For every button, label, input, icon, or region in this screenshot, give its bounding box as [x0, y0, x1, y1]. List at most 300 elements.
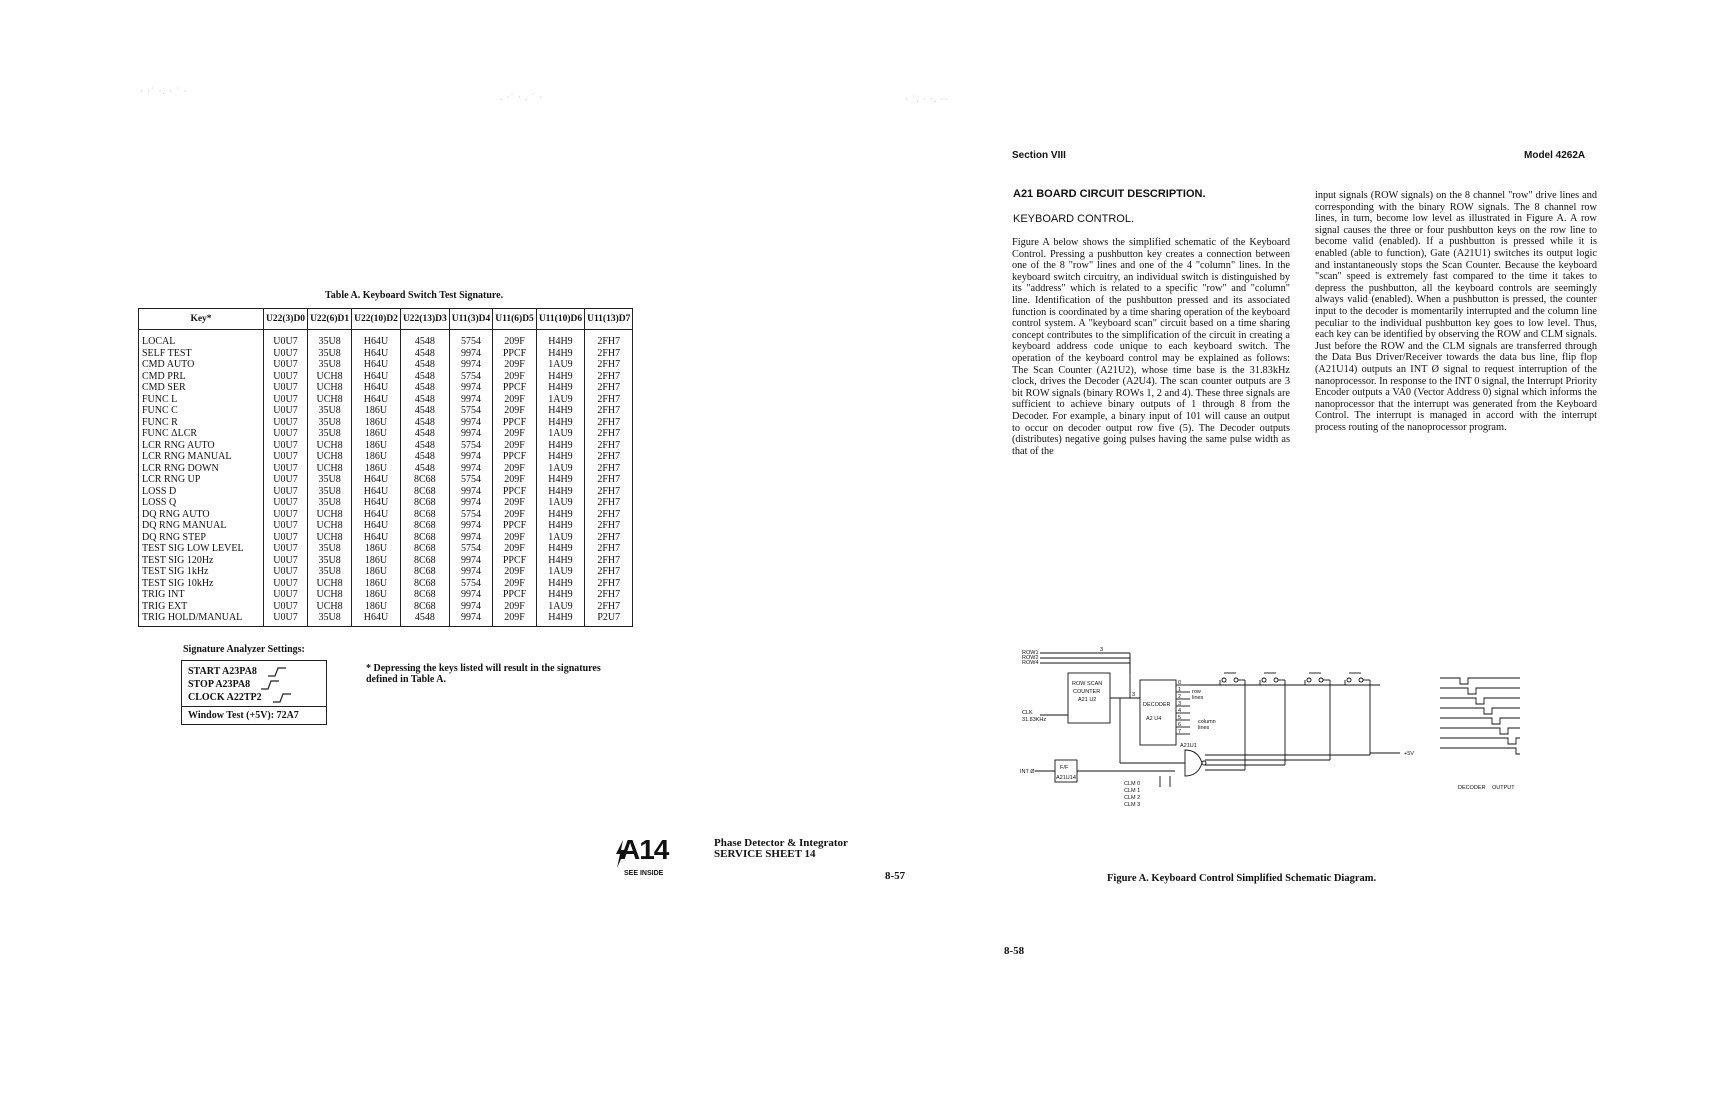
signature-cell: 186U [352, 463, 401, 475]
signature-cell: 2FH7 [585, 440, 633, 452]
table-row [139, 497, 633, 509]
signature-cell: 209F [493, 394, 537, 406]
signature-cell: 35U8 [308, 543, 352, 555]
signature-cell: 186U [352, 589, 401, 601]
decoder-out-5: 5 [1178, 715, 1182, 721]
board-title: A21 BOARD CIRCUIT DESCRIPTION. [1013, 188, 1206, 200]
schematic-bus-label: 3 [1100, 647, 1104, 653]
signature-cell: H4H9 [536, 543, 584, 555]
key-name-cell: TEST SIG LOW LEVEL [139, 543, 264, 555]
signature-cell: 4548 [400, 394, 449, 406]
signature-cell: 186U [352, 440, 401, 452]
signature-cell: 186U [352, 578, 401, 590]
key-name-cell: FUNC C [139, 405, 264, 417]
signature-cell: 209F [493, 330, 537, 348]
signature-cell: 8C68 [400, 566, 449, 578]
key-name-cell: TRIG EXT [139, 601, 264, 613]
signature-cell: 8C68 [400, 601, 449, 613]
signature-cell: 2FH7 [585, 520, 633, 532]
signature-cell: U0U7 [264, 405, 308, 417]
signature-cell: UCH8 [308, 382, 352, 394]
signature-cell: U0U7 [264, 440, 308, 452]
signature-cell: 5754 [449, 440, 493, 452]
schematic-5v-label: +5V [1404, 751, 1414, 757]
signature-cell: 2FH7 [585, 330, 633, 348]
schematic-scan-label-3: A21 U2 [1078, 697, 1097, 703]
signature-cell: UCH8 [308, 601, 352, 613]
signature-cell: 2FH7 [585, 348, 633, 360]
signature-cell: 35U8 [308, 417, 352, 429]
schematic-row4-label: ROW4 [1022, 660, 1039, 666]
key-name-cell: FUNC R [139, 417, 264, 429]
service-sheet-logo: A14 [620, 834, 669, 865]
key-name-cell: TEST SIG 120Hz [139, 555, 264, 567]
body-text-column-1: Figure A below shows the simplified schematic of the Keyboard Control. Pressing a pushbutton key creates a connection between one of the 8 "row" lines and one of the 4 "column" lines. In the keyboard switch circuitry, an individual switch is distinguished by its "address" which is related to a specific "row" and "column" line. Identification of the pushbutton pressed and its associated function is coordinated by a time sharing operation of the keyboard control system. A "keyboard scan" circuit based on a time sharing concept contributes to the simplification of the circuit in creating a keyboard address code unique to each keyboard switch. The operation of the keyboard control may be explained as follows: The Scan Counter (A21U2), whose time base is the 31.83kHz clock, drives the Decoder (A2U4). The scan counter outputs are 3 bit ROW signals (binary ROWs 1, 2 and 4). These three signals are sufficient to achieve binary outputs of 1 through 8 from the Decoder. For example, a binary input of 101 will cause an output to occur on decoder output row five (5). The Decoder outputs (distributes) negative going pulses having the same pulse width as that of the [1012, 237, 1290, 457]
key-name-cell: LCR RNG AUTO [139, 440, 264, 452]
signature-cell: 186U [352, 417, 401, 429]
signature-cell: 4548 [400, 463, 449, 475]
signature-cell: H4H9 [536, 330, 584, 348]
signature-cell: 209F [493, 405, 537, 417]
decoder-out-4: 4 [1178, 708, 1182, 714]
rising-edge-icon [267, 667, 287, 677]
scan-mark: · ˙. · ·. ·· [905, 94, 949, 104]
key-name-cell: LCR RNG MANUAL [139, 451, 264, 463]
signature-cell: U0U7 [264, 589, 308, 601]
signature-cell: 1AU9 [536, 566, 584, 578]
table-row [139, 348, 633, 360]
key-name-cell: FUNC L [139, 394, 264, 406]
signature-cell: PPCF [493, 451, 537, 463]
signature-cell: 4548 [400, 330, 449, 348]
signature-cell: H4H9 [536, 417, 584, 429]
header-signal-column: U11(13)D7 [585, 309, 633, 330]
signature-cell: 35U8 [308, 474, 352, 486]
signature-cell: U0U7 [264, 612, 308, 626]
signature-cell: 186U [352, 451, 401, 463]
see-inside-label: SEE INSIDE [624, 870, 664, 877]
header-signal-column: U22(6)D1 [308, 309, 352, 330]
schematic-scan-label-1: ROW SCAN [1072, 681, 1103, 687]
table-row [139, 578, 633, 590]
signature-cell: 209F [493, 474, 537, 486]
key-name-cell: TRIG INT [139, 589, 264, 601]
signature-cell: 9974 [449, 359, 493, 371]
decoder-out-1: 1 [1178, 687, 1182, 693]
signature-cell: 35U8 [308, 486, 352, 498]
signature-cell: U0U7 [264, 348, 308, 360]
key-name-cell: CMD PRL [139, 371, 264, 383]
decoder-out-2: 2 [1178, 694, 1182, 700]
signature-cell: U0U7 [264, 532, 308, 544]
signature-cell: 8C68 [400, 486, 449, 498]
decoder-out-7: 7 [1178, 729, 1182, 735]
signature-cell: UCH8 [308, 509, 352, 521]
signature-cell: 35U8 [308, 612, 352, 626]
table-row [139, 405, 633, 417]
signature-cell: 9974 [449, 497, 493, 509]
signature-cell: 9974 [449, 463, 493, 475]
schematic-ff-label: F/F [1060, 765, 1069, 771]
signature-cell: 2FH7 [585, 428, 633, 440]
signature-cell: 9974 [449, 382, 493, 394]
settings-start [182, 665, 326, 678]
schematic-clk-label: CLK [1022, 710, 1033, 716]
signature-cell: 209F [493, 543, 537, 555]
schematic-scan-label-2: COUNTER [1073, 689, 1101, 695]
table-row [139, 486, 633, 498]
header-signal-column: U11(10)D6 [536, 309, 584, 330]
header-signal-column: U11(3)D4 [449, 309, 493, 330]
signature-cell: H4H9 [536, 486, 584, 498]
schematic-row-lines-2: lines [1192, 695, 1204, 701]
settings-window-test: Window Test (+5V): 72A7 [182, 706, 326, 724]
signature-cell: 4548 [400, 451, 449, 463]
signature-cell: 4548 [400, 428, 449, 440]
signature-cell: 1AU9 [536, 428, 584, 440]
table-row [139, 520, 633, 532]
signature-cell: H4H9 [536, 578, 584, 590]
signature-cell: 4548 [400, 612, 449, 626]
signature-cell: UCH8 [308, 463, 352, 475]
signature-cell: U0U7 [264, 417, 308, 429]
key-name-cell: TEST SIG 1kHz [139, 566, 264, 578]
signature-cell: U0U7 [264, 474, 308, 486]
signature-cell: 2FH7 [585, 601, 633, 613]
signature-cell: 2FH7 [585, 532, 633, 544]
table-row [139, 371, 633, 383]
settings-stop-label: STOP A23PA8 [188, 679, 251, 690]
signature-cell: H4H9 [536, 440, 584, 452]
schematic-clk-freq: 31.83KHz [1022, 717, 1047, 723]
signature-cell: H64U [352, 486, 401, 498]
signature-cell: 2FH7 [585, 578, 633, 590]
signature-cell: H64U [352, 382, 401, 394]
table-caption: Table A. Keyboard Switch Test Signature. [325, 290, 504, 301]
signature-cell: 1AU9 [536, 394, 584, 406]
key-name-cell: DQ RNG AUTO [139, 509, 264, 521]
signature-cell: 2FH7 [585, 566, 633, 578]
signature-cell: 9974 [449, 612, 493, 626]
settings-box [181, 660, 327, 725]
table-row [139, 330, 633, 348]
settings-title: Signature Analyzer Settings: [183, 644, 305, 655]
signature-cell: 35U8 [308, 566, 352, 578]
signature-cell: U0U7 [264, 330, 308, 348]
signature-cell: 9974 [449, 417, 493, 429]
signature-cell: 2FH7 [585, 371, 633, 383]
signature-cell: 4548 [400, 359, 449, 371]
signature-cell: 4548 [400, 371, 449, 383]
signature-cell: H64U [352, 520, 401, 532]
schematic-clm3: CLM 3 [1124, 802, 1141, 808]
signature-cell: 35U8 [308, 497, 352, 509]
signature-cell: 35U8 [308, 359, 352, 371]
settings-stop [182, 678, 326, 691]
signature-cell: U0U7 [264, 543, 308, 555]
signature-cell: PPCF [493, 486, 537, 498]
decoder-out-6: 6 [1178, 722, 1182, 728]
settings-clock [182, 691, 326, 704]
signature-cell: 9974 [449, 520, 493, 532]
body-text-column-2: input signals (ROW signals) on the 8 channel "row" drive lines and corresponding with the binary ROW signals. The 8 channel row lines, in turn, become low level as illustrated in Figure A. A row signal causes the three or four pushbutton keys on the row line to become valid (enabled). If a pushbutton is pressed while it is enabled (able to function), Gate (A21U1) switches its output logic and instantaneously stops the Scan Counter. Because the keyboard "scan" speed is extremely fast compared to the time it takes to depress the pushbutton, all the keyboard controls are seemingly always valid (enabled). When a pushbutton is pressed, the counter input to the decoder is momentarily interrupted and the column line peculiar to the individual pushbutton key goes to low level. Thus, each key can be identified by observing the ROW and CLM signals. Just before the ROW and the CLM signals are transferred through the Data Bus Driver/Receiver towards the data bus line, flip flop (A21U14) outputs an INT Ø signal to request interruption of the nanoprocessor. In response to the INT 0 signal, the Interrupt Priority Encoder outputs a VA0 (Vector Address 0) signal which informs the nanoprocessor that the interrupt was generated from the Keyboard Control. The interrupt is managed in accord with the interrupt process routing of the nanoprocessor program. [1315, 190, 1597, 433]
table-row [139, 601, 633, 613]
signature-cell: 35U8 [308, 330, 352, 348]
signature-cell: 209F [493, 428, 537, 440]
signature-cell: U0U7 [264, 555, 308, 567]
schematic-clm1: CLM 1 [1124, 788, 1141, 794]
signature-cell: 1AU9 [536, 463, 584, 475]
signature-cell: U0U7 [264, 578, 308, 590]
signature-cell: H64U [352, 330, 401, 348]
signature-cell: 209F [493, 532, 537, 544]
key-name-cell: LOSS Q [139, 497, 264, 509]
waveform-decoder-label: DECODER [1458, 785, 1486, 791]
signature-cell: 5754 [449, 578, 493, 590]
rising-edge-icon [272, 693, 292, 703]
signature-cell: 2FH7 [585, 589, 633, 601]
table-row [139, 589, 633, 601]
scan-mark: . ·˙ · . ˙ · [500, 92, 543, 102]
table-row [139, 566, 633, 578]
table-row [139, 532, 633, 544]
header-key: Key* [139, 309, 264, 330]
signature-cell: 8C68 [400, 532, 449, 544]
schematic-decoder-part: A2 U4 [1146, 716, 1162, 722]
signature-cell: 186U [352, 566, 401, 578]
signature-cell: 209F [493, 509, 537, 521]
table-footnote: * Depressing the keys listed will result in the signatures defined in Table A. [366, 663, 601, 685]
key-name-cell: DQ RNG MANUAL [139, 520, 264, 532]
signature-cell: 186U [352, 428, 401, 440]
signature-cell: 2FH7 [585, 463, 633, 475]
signature-cell: 2FH7 [585, 451, 633, 463]
signature-cell: H64U [352, 532, 401, 544]
model-label: Model 4262A [1524, 150, 1586, 161]
signature-cell: 186U [352, 543, 401, 555]
signature-cell: P2U7 [585, 612, 633, 626]
signature-cell: 8C68 [400, 555, 449, 567]
signature-cell: 186U [352, 555, 401, 567]
page-number-left: 8-57 [885, 870, 906, 882]
signature-table [138, 308, 633, 627]
table-row [139, 463, 633, 475]
signature-cell: PPCF [493, 382, 537, 394]
key-name-cell: LOCAL [139, 330, 264, 348]
signature-cell: U0U7 [264, 601, 308, 613]
signature-cell: H4H9 [536, 382, 584, 394]
signature-cell: 9974 [449, 589, 493, 601]
signature-cell: 186U [352, 601, 401, 613]
key-name-cell: LOSS D [139, 486, 264, 498]
schematic-clm0: CLM 0 [1124, 781, 1141, 787]
signature-cell: 4548 [400, 405, 449, 417]
signature-cell: PPCF [493, 589, 537, 601]
signature-cell: UCH8 [308, 394, 352, 406]
signature-cell: H4H9 [536, 612, 584, 626]
header-signal-column: U22(13)D3 [400, 309, 449, 330]
signature-cell: H4H9 [536, 509, 584, 521]
signature-cell: H4H9 [536, 474, 584, 486]
signature-cell: 2FH7 [585, 486, 633, 498]
signature-cell: H64U [352, 359, 401, 371]
schematic-column-lines-1: column [1198, 719, 1216, 725]
schematic-clm2: CLM 2 [1124, 795, 1141, 801]
table-row [139, 359, 633, 371]
signature-cell: 209F [493, 566, 537, 578]
signature-cell: 4548 [400, 382, 449, 394]
key-name-cell: TEST SIG 10kHz [139, 578, 264, 590]
schematic-ff-part: A21U14 [1056, 775, 1076, 781]
schematic-row-lines-1: row [1192, 689, 1201, 695]
table-header-row [139, 309, 633, 330]
schematic-column-lines-2: lines [1198, 725, 1210, 731]
signature-cell: 209F [493, 371, 537, 383]
signature-cell: 5754 [449, 509, 493, 521]
table-row [139, 394, 633, 406]
signature-cell: 35U8 [308, 428, 352, 440]
signature-cell: H64U [352, 612, 401, 626]
signature-cell: 2FH7 [585, 405, 633, 417]
table-row [139, 509, 633, 521]
signature-cell: 209F [493, 578, 537, 590]
table-row [139, 451, 633, 463]
table-row [139, 382, 633, 394]
signature-cell: PPCF [493, 417, 537, 429]
service-sheet-line1: Phase Detector & Integrator [714, 837, 848, 849]
signature-cell: 8C68 [400, 520, 449, 532]
decoder-out-0: 0 [1178, 680, 1182, 686]
signature-cell: U0U7 [264, 497, 308, 509]
signature-cell: 1AU9 [536, 497, 584, 509]
service-sheet-title [714, 838, 848, 860]
table-row [139, 474, 633, 486]
keyboard-control-title: KEYBOARD CONTROL. [1013, 213, 1135, 225]
signature-cell: 8C68 [400, 578, 449, 590]
header-signal-column: U22(10)D2 [352, 309, 401, 330]
signature-cell: 2FH7 [585, 555, 633, 567]
signature-cell: 2FH7 [585, 543, 633, 555]
signature-cell: H64U [352, 371, 401, 383]
signature-cell: PPCF [493, 348, 537, 360]
signature-cell: 9974 [449, 428, 493, 440]
signature-cell: H4H9 [536, 555, 584, 567]
signature-cell: 5754 [449, 543, 493, 555]
signature-cell: 8C68 [400, 543, 449, 555]
signature-cell: 2FH7 [585, 509, 633, 521]
signature-cell: 186U [352, 405, 401, 417]
signature-cell: H64U [352, 394, 401, 406]
signature-cell: UCH8 [308, 578, 352, 590]
schematic-decoder-label: DECODER [1143, 702, 1171, 708]
signature-cell: 8C68 [400, 509, 449, 521]
signature-cell: U0U7 [264, 428, 308, 440]
signature-cell: 2FH7 [585, 497, 633, 509]
signature-cell: 35U8 [308, 555, 352, 567]
signature-cell: UCH8 [308, 371, 352, 383]
signature-cell: U0U7 [264, 394, 308, 406]
settings-clock-label: CLOCK A22TP2 [188, 692, 262, 703]
key-name-cell: LCR RNG UP [139, 474, 264, 486]
signature-cell: H64U [352, 474, 401, 486]
signature-cell: U0U7 [264, 382, 308, 394]
signature-cell: H4H9 [536, 451, 584, 463]
signature-cell: UCH8 [308, 532, 352, 544]
signature-cell: 4548 [400, 348, 449, 360]
signature-cell: 209F [493, 463, 537, 475]
signature-cell: 9974 [449, 566, 493, 578]
schematic-row2-label: ROW2 [1022, 655, 1039, 661]
header-signal-column: U22(3)D0 [264, 309, 308, 330]
key-name-cell: LCR RNG DOWN [139, 463, 264, 475]
signature-cell: 209F [493, 440, 537, 452]
waveform-output-label: OUTPUT [1492, 785, 1515, 791]
key-name-cell: TRIG HOLD/MANUAL [139, 612, 264, 626]
signature-cell: 4548 [400, 440, 449, 452]
signature-cell: 4548 [400, 417, 449, 429]
signature-cell: 1AU9 [536, 359, 584, 371]
signature-cell: H4H9 [536, 371, 584, 383]
scan-mark: · ·˙ ·. · ˙ · [140, 86, 188, 96]
header-signal-column: U11(6)D5 [493, 309, 537, 330]
table-row [139, 543, 633, 555]
signature-cell: 209F [493, 359, 537, 371]
table-row [139, 417, 633, 429]
signature-cell: 9974 [449, 451, 493, 463]
signature-cell: U0U7 [264, 359, 308, 371]
signature-cell: 8C68 [400, 497, 449, 509]
signature-cell: 35U8 [308, 405, 352, 417]
key-name-cell: CMD SER [139, 382, 264, 394]
signature-cell: H4H9 [536, 405, 584, 417]
signature-cell: 9974 [449, 532, 493, 544]
signature-cell: U0U7 [264, 463, 308, 475]
signature-cell: 5754 [449, 330, 493, 348]
signature-cell: 9974 [449, 348, 493, 360]
signature-cell: 35U8 [308, 348, 352, 360]
decoder-out-3: 3 [1178, 701, 1182, 707]
signature-cell: U0U7 [264, 451, 308, 463]
schematic-gate-label: A21U1 [1180, 743, 1197, 749]
signature-cell: 1AU9 [536, 601, 584, 613]
key-name-cell: DQ RNG STEP [139, 532, 264, 544]
signature-cell: H4H9 [536, 520, 584, 532]
signature-cell: 209F [493, 497, 537, 509]
signature-cell: 5754 [449, 405, 493, 417]
signature-cell: 5754 [449, 371, 493, 383]
signature-cell: 2FH7 [585, 394, 633, 406]
signature-cell: 9974 [449, 601, 493, 613]
key-name-cell: SELF TEST [139, 348, 264, 360]
schematic-int-label: INT Ø [1020, 769, 1035, 775]
signature-cell: 5754 [449, 474, 493, 486]
signature-cell: 9974 [449, 555, 493, 567]
section-label: Section VIII [1012, 150, 1066, 161]
signature-cell: 1AU9 [536, 532, 584, 544]
signature-cell: 9974 [449, 394, 493, 406]
signature-cell: 8C68 [400, 589, 449, 601]
figure-caption: Figure A. Keyboard Control Simplified Schematic Diagram. [1107, 873, 1377, 884]
signature-cell: PPCF [493, 520, 537, 532]
schematic-bus-label-2: 3 [1132, 692, 1136, 698]
signature-cell: UCH8 [308, 440, 352, 452]
signature-cell: UCH8 [308, 451, 352, 463]
signature-cell: 2FH7 [585, 382, 633, 394]
signature-cell: H64U [352, 348, 401, 360]
signature-cell: H4H9 [536, 348, 584, 360]
table-row [139, 612, 633, 626]
signature-cell: U0U7 [264, 371, 308, 383]
